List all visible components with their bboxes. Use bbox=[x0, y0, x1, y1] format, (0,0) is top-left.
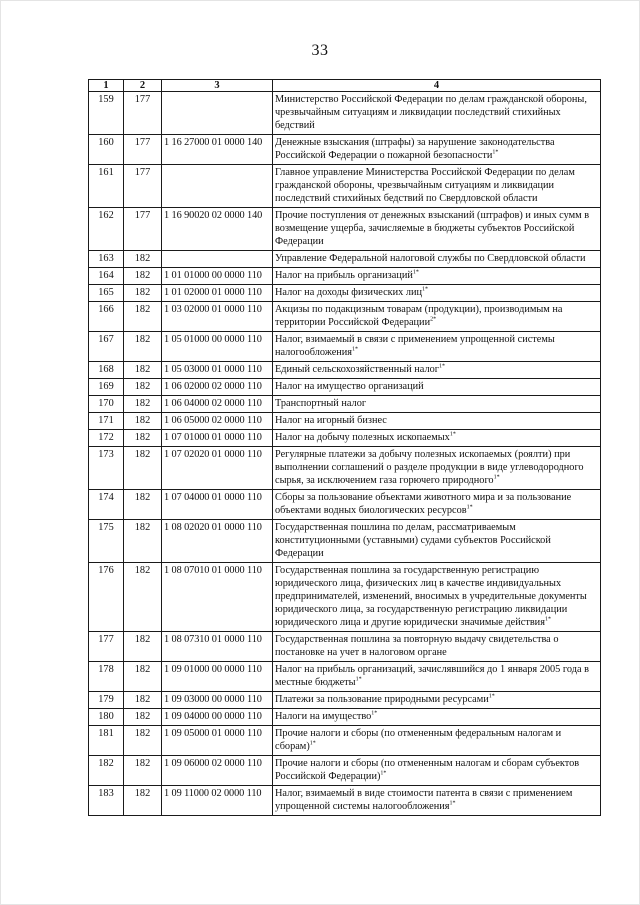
table-row bbox=[89, 362, 601, 379]
row-number-cell-text: 172 bbox=[98, 432, 114, 443]
budget-code-cell bbox=[162, 756, 273, 786]
row-number-cell-text: 173 bbox=[98, 449, 114, 460]
row-number-cell-text: 160 bbox=[98, 137, 114, 148]
footnote-mark: 2* bbox=[430, 316, 437, 323]
admin-code-cell-text: 182 bbox=[134, 334, 151, 345]
row-number-cell bbox=[89, 430, 124, 447]
admin-code-cell bbox=[124, 786, 162, 816]
revenue-name-cell bbox=[273, 396, 601, 413]
row-number-cell-text: 169 bbox=[98, 381, 114, 392]
header-col-1: 1 bbox=[89, 80, 124, 92]
table-row bbox=[89, 430, 601, 447]
budget-code-cell-text: 1 16 90020 02 0000 140 bbox=[164, 210, 263, 221]
table-row bbox=[89, 413, 601, 430]
table-row bbox=[89, 165, 601, 208]
budget-code-cell-text: 1 01 01000 00 0000 110 bbox=[164, 270, 262, 281]
row-number-cell bbox=[89, 490, 124, 520]
admin-code-cell-text: 182 bbox=[134, 788, 151, 799]
footnote-mark: 1* bbox=[371, 710, 378, 717]
revenue-name-cell-text: Прочие налоги и сборы (по отмененным федеральным налогам и сборам) bbox=[275, 728, 562, 752]
admin-code-cell-text: 182 bbox=[134, 381, 151, 392]
admin-code-cell bbox=[124, 135, 162, 165]
budget-code-cell bbox=[162, 165, 273, 208]
row-number-cell-text: 163 bbox=[98, 253, 114, 264]
table-row bbox=[89, 285, 601, 302]
admin-code-cell bbox=[124, 285, 162, 302]
admin-code-cell bbox=[124, 430, 162, 447]
admin-code-cell-text: 177 bbox=[134, 210, 151, 221]
admin-code-cell-text: 182 bbox=[134, 634, 151, 645]
admin-code-cell bbox=[124, 92, 162, 135]
admin-code-cell-text: 182 bbox=[134, 432, 151, 443]
row-number-cell bbox=[89, 726, 124, 756]
admin-code-cell-text: 182 bbox=[134, 449, 151, 460]
row-number-cell bbox=[89, 520, 124, 563]
table-row bbox=[89, 632, 601, 662]
budget-code-cell bbox=[162, 563, 273, 632]
table-row bbox=[89, 709, 601, 726]
row-number-cell-text: 175 bbox=[98, 522, 114, 533]
budget-code-cell bbox=[162, 447, 273, 490]
revenue-name-cell-text: Прочие налоги и сборы (по отмененным налогам и сборам субъектов Российской Федерации) bbox=[275, 758, 580, 782]
budget-code-cell-text: 1 07 01000 01 0000 110 bbox=[164, 432, 262, 443]
row-number-cell-text: 171 bbox=[98, 415, 114, 426]
admin-code-cell-text: 182 bbox=[134, 492, 151, 503]
budget-code-cell-text: 1 03 02000 01 0000 110 bbox=[164, 304, 262, 315]
row-number-cell bbox=[89, 563, 124, 632]
row-number-cell bbox=[89, 756, 124, 786]
table-row bbox=[89, 490, 601, 520]
revenue-name-cell bbox=[273, 692, 601, 709]
revenue-name-cell bbox=[273, 726, 601, 756]
revenue-name-cell bbox=[273, 632, 601, 662]
budget-code-cell bbox=[162, 135, 273, 165]
budget-code-cell bbox=[162, 251, 273, 268]
budget-code-cell bbox=[162, 268, 273, 285]
admin-code-cell bbox=[124, 396, 162, 413]
row-number-cell bbox=[89, 396, 124, 413]
row-number-cell bbox=[89, 362, 124, 379]
revenue-name-cell-text: Налог на добычу полезных ископаемых bbox=[275, 432, 450, 443]
header-col-3: 3 bbox=[162, 80, 273, 92]
revenue-name-cell-text: Налог на прибыль организаций, зачислявшийся до 1 января 2005 года в местные бюджеты bbox=[275, 664, 589, 688]
row-number-cell-text: 177 bbox=[98, 634, 114, 645]
row-number-cell bbox=[89, 268, 124, 285]
revenue-name-cell bbox=[273, 135, 601, 165]
row-number-cell-text: 166 bbox=[98, 304, 114, 315]
row-number-cell bbox=[89, 709, 124, 726]
budget-code-cell-text: 1 09 03000 00 0000 110 bbox=[164, 694, 262, 705]
row-number-cell bbox=[89, 413, 124, 430]
row-number-cell-text: 178 bbox=[98, 664, 114, 675]
row-number-cell bbox=[89, 332, 124, 362]
row-number-cell-text: 161 bbox=[98, 167, 114, 178]
header-col-4: 4 bbox=[273, 80, 601, 92]
table-row bbox=[89, 135, 601, 165]
table-row bbox=[89, 302, 601, 332]
revenue-name-cell-text: Налог на доходы физических лиц bbox=[275, 287, 423, 298]
footnote-mark: 1* bbox=[355, 676, 362, 683]
revenue-name-cell-text: Налог на прибыль организаций bbox=[275, 270, 413, 281]
revenue-name-cell-text: Регулярные платежи за добычу полезных ископаемых (роялти) при выполнении соглашений о разделе продукции в виде углеводородного сырья, за исключением газа горючего природного bbox=[275, 449, 584, 486]
budget-code-cell-text: 1 08 07010 01 0000 110 bbox=[164, 565, 262, 576]
budget-code-cell bbox=[162, 726, 273, 756]
row-number-cell bbox=[89, 135, 124, 165]
revenue-name-cell bbox=[273, 208, 601, 251]
table-row bbox=[89, 379, 601, 396]
budget-code-cell bbox=[162, 396, 273, 413]
budget-code-cell bbox=[162, 92, 273, 135]
admin-code-cell bbox=[124, 268, 162, 285]
table-row bbox=[89, 786, 601, 816]
footnote-mark: 1* bbox=[422, 286, 429, 293]
revenue-name-cell-text: Акцизы по подакцизным товарам (продукции), производимым на территории Российской Федерации bbox=[275, 304, 563, 328]
admin-code-cell-text: 182 bbox=[134, 270, 151, 281]
table-row bbox=[89, 332, 601, 362]
revenue-name-cell bbox=[273, 285, 601, 302]
row-number-cell-text: 180 bbox=[98, 711, 114, 722]
table-row bbox=[89, 251, 601, 268]
admin-code-cell bbox=[124, 302, 162, 332]
table-row bbox=[89, 726, 601, 756]
row-number-cell-text: 159 bbox=[98, 94, 114, 105]
revenue-name-cell-text: Платежи за пользование природными ресурсами bbox=[275, 694, 489, 705]
budget-code-cell-text: 1 08 02020 01 0000 110 bbox=[164, 522, 262, 533]
budget-code-cell-text: 1 07 02020 01 0000 110 bbox=[164, 449, 262, 460]
budget-code-cell-text: 1 09 04000 00 0000 110 bbox=[164, 711, 262, 722]
table-row bbox=[89, 447, 601, 490]
footnote-mark: 1* bbox=[488, 693, 495, 700]
revenue-name-cell bbox=[273, 430, 601, 447]
revenue-name-cell-text: Налог, взимаемый в виде стоимости патента в связи с применением упрощенной системы налогообложения bbox=[275, 788, 573, 812]
budget-code-cell bbox=[162, 786, 273, 816]
budget-code-cell-text: 1 08 07310 01 0000 110 bbox=[164, 634, 262, 645]
admin-code-cell bbox=[124, 756, 162, 786]
budget-code-cell bbox=[162, 520, 273, 563]
revenue-name-cell-text: Налог на игорный бизнес bbox=[275, 415, 387, 426]
row-number-cell bbox=[89, 92, 124, 135]
admin-code-cell bbox=[124, 379, 162, 396]
admin-code-cell-text: 182 bbox=[134, 522, 151, 533]
row-number-cell bbox=[89, 208, 124, 251]
admin-code-cell bbox=[124, 662, 162, 692]
budget-code-cell-text: 1 06 05000 02 0000 110 bbox=[164, 415, 262, 426]
row-number-cell-text: 164 bbox=[98, 270, 114, 281]
revenue-name-cell-text: Государственная пошлина по делам, рассматриваемым конституционными (уставными) судами субъектов Российской Федерации bbox=[275, 522, 551, 559]
budget-code-cell bbox=[162, 362, 273, 379]
admin-code-cell bbox=[124, 332, 162, 362]
revenue-name-cell-text: Государственная пошлина за повторную выдачу свидетельства о постановке на учет в налоговом органе bbox=[275, 634, 559, 658]
budget-code-cell bbox=[162, 379, 273, 396]
footnote-mark: 1* bbox=[493, 474, 500, 481]
budget-code-cell-text: 1 09 05000 01 0000 110 bbox=[164, 728, 262, 739]
budget-code-cell bbox=[162, 285, 273, 302]
revenue-name-cell bbox=[273, 302, 601, 332]
row-number-cell-text: 183 bbox=[98, 788, 114, 799]
budget-code-cell-text: 1 06 04000 02 0000 110 bbox=[164, 398, 262, 409]
footnote-mark: 1* bbox=[544, 616, 551, 623]
admin-code-cell bbox=[124, 413, 162, 430]
budget-code-cell bbox=[162, 692, 273, 709]
revenue-name-cell bbox=[273, 362, 601, 379]
admin-code-cell bbox=[124, 632, 162, 662]
admin-code-cell-text: 182 bbox=[134, 253, 151, 264]
revenue-name-cell bbox=[273, 662, 601, 692]
admin-code-cell-text: 182 bbox=[134, 398, 151, 409]
budget-code-cell bbox=[162, 490, 273, 520]
row-number-cell-text: 174 bbox=[98, 492, 114, 503]
admin-code-cell bbox=[124, 251, 162, 268]
table-row bbox=[89, 756, 601, 786]
revenue-name-cell-text: Денежные взыскания (штрафы) за нарушение законодательства Российской Федерации о пожарной безопасности bbox=[275, 137, 555, 161]
row-number-cell-text: 167 bbox=[98, 334, 114, 345]
budget-code-cell-text: 1 09 01000 00 0000 110 bbox=[164, 664, 262, 675]
revenue-name-cell bbox=[273, 490, 601, 520]
table-row bbox=[89, 208, 601, 251]
revenue-name-cell bbox=[273, 447, 601, 490]
revenue-name-cell bbox=[273, 786, 601, 816]
admin-code-cell-text: 182 bbox=[134, 415, 151, 426]
table-header-row bbox=[89, 80, 601, 92]
row-number-cell bbox=[89, 251, 124, 268]
admin-code-cell-text: 182 bbox=[134, 565, 151, 576]
admin-code-cell bbox=[124, 520, 162, 563]
budget-code-cell bbox=[162, 632, 273, 662]
admin-code-cell bbox=[124, 208, 162, 251]
row-number-cell bbox=[89, 632, 124, 662]
row-number-cell bbox=[89, 165, 124, 208]
row-number-cell bbox=[89, 379, 124, 396]
revenue-name-cell bbox=[273, 332, 601, 362]
row-number-cell bbox=[89, 447, 124, 490]
row-number-cell-text: 182 bbox=[98, 758, 114, 769]
table-row bbox=[89, 662, 601, 692]
footnote-mark: 1* bbox=[449, 431, 456, 438]
footnote-mark: 1* bbox=[309, 740, 316, 747]
row-number-cell-text: 165 bbox=[98, 287, 114, 298]
row-number-cell bbox=[89, 302, 124, 332]
revenue-name-cell-text: Главное управление Министерства Российской Федерации по делам гражданской обороны, чрезвычайным ситуациям и ликвидации последствий стихийных бедствий по Свердловской области bbox=[275, 167, 575, 204]
budget-code-cell bbox=[162, 208, 273, 251]
revenue-name-cell-text: Управление Федеральной налоговой службы по Свердловской области bbox=[275, 253, 586, 264]
revenue-name-cell bbox=[273, 413, 601, 430]
admin-code-cell-text: 177 bbox=[134, 167, 151, 178]
admin-code-cell bbox=[124, 447, 162, 490]
revenue-name-cell-text: Государственная пошлина за государственную регистрацию юридического лица, физических лиц в качестве индивидуальных предпринимателей, изменений, вносимых в учредительные документы юридического лица, за государственную регистрацию ликвидации юридического лица и другие юридически значимые действия bbox=[275, 565, 587, 628]
revenue-name-cell-text: Прочие поступления от денежных взысканий (штрафов) и иных сумм в возмещение ущерба, зачисляемые в бюджеты субъектов Российской Федерации bbox=[275, 210, 590, 247]
budget-code-cell bbox=[162, 709, 273, 726]
admin-code-cell bbox=[124, 362, 162, 379]
table-row bbox=[89, 520, 601, 563]
budget-code-cell bbox=[162, 430, 273, 447]
admin-code-cell-text: 177 bbox=[134, 94, 151, 105]
revenue-name-cell bbox=[273, 165, 601, 208]
budget-code-cell-text: 1 06 02000 02 0000 110 bbox=[164, 381, 262, 392]
footnote-mark: 1* bbox=[412, 269, 419, 276]
revenue-name-cell bbox=[273, 520, 601, 563]
revenue-name-cell bbox=[273, 92, 601, 135]
admin-code-cell bbox=[124, 490, 162, 520]
row-number-cell bbox=[89, 692, 124, 709]
admin-code-cell-text: 182 bbox=[134, 664, 151, 675]
revenue-name-cell-text: Сборы за пользование объектами животного мира и за пользование объектами водных биологических ресурсов bbox=[275, 492, 572, 516]
admin-code-cell bbox=[124, 165, 162, 208]
footnote-mark: 1* bbox=[449, 800, 456, 807]
admin-code-cell-text: 182 bbox=[134, 694, 151, 705]
admin-code-cell-text: 182 bbox=[134, 364, 151, 375]
admin-code-cell-text: 182 bbox=[134, 728, 151, 739]
row-number-cell-text: 170 bbox=[98, 398, 114, 409]
row-number-cell bbox=[89, 786, 124, 816]
footnote-mark: 1* bbox=[466, 504, 473, 511]
admin-code-cell-text: 177 bbox=[134, 137, 151, 148]
admin-code-cell bbox=[124, 709, 162, 726]
revenue-name-cell-text: Транспортный налог bbox=[275, 398, 367, 409]
budget-code-cell-text: 1 05 03000 01 0000 110 bbox=[164, 364, 262, 375]
table-row bbox=[89, 692, 601, 709]
budget-code-cell-text: 1 09 06000 02 0000 110 bbox=[164, 758, 262, 769]
row-number-cell-text: 179 bbox=[98, 694, 114, 705]
revenue-name-cell bbox=[273, 756, 601, 786]
footnote-mark: 1* bbox=[380, 770, 387, 777]
row-number-cell-text: 176 bbox=[98, 565, 114, 576]
revenue-name-cell-text: Единый сельскохозяйственный налог bbox=[275, 364, 439, 375]
table-row bbox=[89, 396, 601, 413]
budget-code-cell-text: 1 05 01000 00 0000 110 bbox=[164, 334, 262, 345]
table-row bbox=[89, 563, 601, 632]
row-number-cell bbox=[89, 662, 124, 692]
admin-code-cell-text: 182 bbox=[134, 287, 151, 298]
row-number-cell-text: 168 bbox=[98, 364, 114, 375]
budget-code-cell bbox=[162, 662, 273, 692]
admin-code-cell-text: 182 bbox=[134, 758, 151, 769]
row-number-cell-text: 181 bbox=[98, 728, 114, 739]
table-row bbox=[89, 92, 601, 135]
admin-code-cell-text: 182 bbox=[134, 711, 151, 722]
budget-code-cell-text: 1 09 11000 02 0000 110 bbox=[164, 788, 262, 799]
revenue-administrators-table bbox=[88, 79, 601, 816]
admin-code-cell bbox=[124, 563, 162, 632]
revenue-name-cell bbox=[273, 268, 601, 285]
page-number: 33 bbox=[311, 42, 329, 59]
budget-code-cell-text: 1 01 02000 01 0000 110 bbox=[164, 287, 262, 298]
admin-code-cell-text: 182 bbox=[134, 304, 151, 315]
revenue-name-cell-text: Налог на имущество организаций bbox=[275, 381, 424, 392]
budget-code-cell-text: 1 07 04000 01 0000 110 bbox=[164, 492, 262, 503]
budget-code-cell bbox=[162, 302, 273, 332]
row-number-cell bbox=[89, 285, 124, 302]
table-row bbox=[89, 268, 601, 285]
revenue-name-cell bbox=[273, 251, 601, 268]
revenue-name-cell bbox=[273, 563, 601, 632]
admin-code-cell bbox=[124, 726, 162, 756]
row-number-cell-text: 162 bbox=[98, 210, 114, 221]
header-col-2: 2 bbox=[124, 80, 162, 92]
revenue-name-cell-text: Министерство Российской Федерации по делам гражданской обороны, чрезвычайным ситуациям и ликвидации последствий стихийных бедствий bbox=[275, 94, 587, 131]
budget-code-cell-text: 1 16 27000 01 0000 140 bbox=[164, 137, 263, 148]
budget-code-cell bbox=[162, 413, 273, 430]
revenue-name-cell-text: Налог, взимаемый в связи с применением упрощенной системы налогообложения bbox=[275, 334, 555, 358]
footnote-mark: 1* bbox=[492, 149, 499, 156]
admin-code-cell bbox=[124, 692, 162, 709]
budget-code-cell bbox=[162, 332, 273, 362]
footnote-mark: 1* bbox=[438, 363, 445, 370]
revenue-name-cell bbox=[273, 379, 601, 396]
footnote-mark: 1* bbox=[352, 346, 359, 353]
revenue-name-cell bbox=[273, 709, 601, 726]
revenue-name-cell-text: Налоги на имущество bbox=[275, 711, 372, 722]
